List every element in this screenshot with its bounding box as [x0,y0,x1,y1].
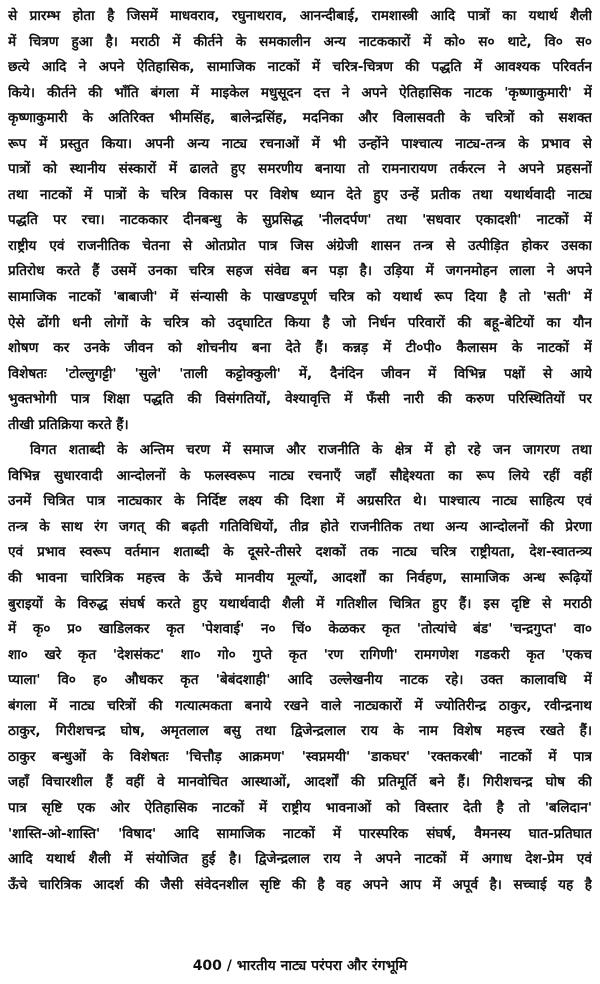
text-line: बुराइयों के विरुद्ध संघर्ष करते हुए यथार्थवादी शैली में गतिशील चित्रित हुए हैं। इस दृष्टि से मराठी [8,595,592,612]
text-line: छत्ये आदि ने अपने ऐतिहासिक, सामाजिक नाटकों में चरित्र-चित्रण की पद्धति में आवश्यक परिवर्तन [8,59,592,76]
text-line: कृष्णाकुमारी के अतिरिक्त भीमसिंह, बालेन्द्रसिंह, मदनिका और विलासवती के चरित्रों को सशक्त [8,110,592,127]
text-line: में चित्रण हुआ है। मराठी में कीर्तने के समकालीन अन्य नाटककारों में को० स० थाटे, वि० स० [8,33,592,50]
text-line: विभिन्न सुधारवादी आन्दोलनों के फलस्वरूप नाट्य रचनाएँ जहाँ सौद्देश्यता का रूप लिये रहीं वहीं [8,467,592,484]
text-line: आदि यथार्थ शैली में संयोजित हुई है। द्विजेन्द्रलाल राय ने अपने नाटकों में अगाध देश-प्रेम एवं [8,851,592,868]
paragraph-start-line: विगत शताब्दी के अन्तिम चरण में समाज और राजनीति के क्षेत्र में हो रहे जन जागरण तथा [30,442,592,459]
text-line: ठाकुर, गिरीशचन्द्र घोष, अमृतलाल बसु तथा द्विजेन्द्रलाल राय के नाम विशेष महत्त्व रखते हैं। [8,723,592,740]
text-line: में कृ० प्र० खाडिलकर कृत 'पेशवाई' न० चिं० केळकर कृत 'तोत्यांचे बंड' 'चन्द्रगुप्त' वा० [8,621,592,638]
text-line: बंगला में नाट्य चरित्रों की गत्यात्मकता बनाये रखने वाले नाट्यकारों में ज्योतिरीन्द्र ठाकुर, रवीन्द्रनाथ [8,697,592,714]
text-line: तथा नाटकों में पात्रों के चरित्र विकास पर विशेष ध्यान देते हुए उन्हें प्रतीक तथा यथार्थवादी नाट्य [8,186,592,203]
text-line: तन्त्र के साथ रंग जगत् की बढ़ती गतिविधियों, तीव्र होते राजनीतिक तथा अन्य आन्दोलनों की प्रेरणा [8,518,592,535]
text-line: भुक्तभोगी पात्र शिक्षा पद्धति की विसंगतियों, वेश्यावृत्ति में फँसी नारी की करुण परिस्थितियों पर [8,391,592,408]
text-line: ऊँचे चारित्रिक आदर्श की जैसी संवेदनशील सृष्टि की है वह अपने आप में अपूर्व है। सच्चाई यह है [8,876,592,893]
page-footer [8,954,592,978]
text-line: प्रतिरोध करते हैं उसमें उनका चरित्र सहज संवेद्य बन पड़ा है। उड़िया में जगनमोहन लाला ने अपने [8,263,592,280]
book-page [8,4,592,980]
text-line: प्याला' वि० ह० औधकर कृत 'बेबंदशाही' आदि उल्लेखनीय नाटक रहे। उक्त कालावधि में [8,672,592,689]
body-text [8,4,592,924]
text-line: 'शास्ति-ओ-शास्ति' 'विषाद' आदि सामाजिक नाटकों में पारस्परिक संघर्ष, वैमनस्य घात-प्रतिघात [8,825,592,842]
text-line: पद्धति पर रचा। नाटककार दीनबन्धु के सुप्रसिद्ध 'नीलदर्पण' तथा 'सधवार एकादशी' नाटकों में [8,212,592,229]
text-line: से प्रारम्भ होता है जिसमें माधवराव, रघुनाथराव, आनन्दीबाई, रामशास्त्री आदि पात्रों का यथार्थ शैली [8,8,592,24]
text-line: जहाँ विचारशील हैं वहीं वे मानवोचित आस्थाओं, आदर्शों की प्रतिमूर्ति बने हैं। गिरीशचन्द्र घोष की [8,774,592,791]
text-line: उनमें चित्रित पात्र नाट्यकार के निर्दिष्ट लक्ष्य की दिशा में अग्रसरित थे। पाश्चात्य नाट्य साहित्य एवं [8,493,592,510]
text-line: शोषण कर उनके जीवन को शोचनीय बना देते हैं। कन्नड़ में टी०पी० कैलासम के नाटकों में [8,340,592,357]
footer-separator: / [226,958,232,974]
text-line: विशेषतः 'टोल्लुगट्टी' 'सुले' 'ताली कट्टोक्कुली' में, दैनंदिन जीवन में विभिन्न पक्षों से आये [8,365,592,382]
text-line: एवं प्रभाव स्वरूप वर्तमान शताब्दी के दूसरे-तीसरे दशकों तक नाट्य चरित्र राष्ट्रीयता, देश-स्वातन्त्र्य [8,544,592,561]
text-line: की भावना चारित्रिक महत्त्व के ऊँचे मानवीय मूल्यों, आदर्शों का निर्वहण, सामाजिक अन्ध रूढ़ियों [8,570,592,587]
paragraph-end-line: तीखी प्रतिक्रिया करते हैं। [8,416,129,433]
text-line: सामाजिक नाटकों 'बाबाजी' में संन्यासी के पाखण्डपूर्ण चरित्र को यथार्थ रूप दिया है तो 'सती' में [8,289,592,306]
text-line: राष्ट्रीय एवं राजनीतिक चेतना से ओतप्रोत पात्र जिस अंग्रेजी शासन तन्त्र से उत्पीड़ित होकर उसका [8,237,592,254]
text-line: पात्र सृष्टि एक ओर ऐतिहासिक नाटकों में राष्ट्रीय भावनाओं को विस्तार देती है तो 'बलिदान' [8,799,592,816]
running-book-title: भारतीय नाट्य परंपरा और रंगभूमि [236,958,408,974]
text-line: शा० खरे कृत 'देशसंकट' शा० गो० गुप्ते कृत 'रण रागिणी' रामगणेश गडकरी कृत 'एकच [8,646,592,663]
page-number: 400 [192,958,222,974]
text-line: रूप में प्रस्तुत किया। अपनी अन्य नाट्य रचनाओं में भी उन्होंने पाश्चात्य नाट्य-तन्त्र के प्रभाव से [8,135,592,152]
text-line: किये। कीर्तने की भाँति बंगला में माइकेल मधुसूदन दत्त ने अपने ऐतिहासिक नाटक 'कृष्णाकुमारी' में [8,84,592,101]
text-line: ऐसे ढोंगी धनी लोगों के चरित्र को उद्‍घाटित किया है जो निर्धन परिवारों की बहू-बेटियों का यौन [8,314,592,331]
text-line: पात्रों को स्थानीय संस्कारों में ढालते हुए समरणीय बनाया तो रामनारायण तर्करत्न ने अपने प्रहसनों [8,161,592,178]
text-line [8,898,592,924]
text-line: ठाकुर बन्धुओं के विशेषतः 'चित्तौड़ आक्रमण' 'स्वप्नमयी' 'डाकघर' 'रक्तकरबी' नाटकों में पात्र [8,748,592,765]
